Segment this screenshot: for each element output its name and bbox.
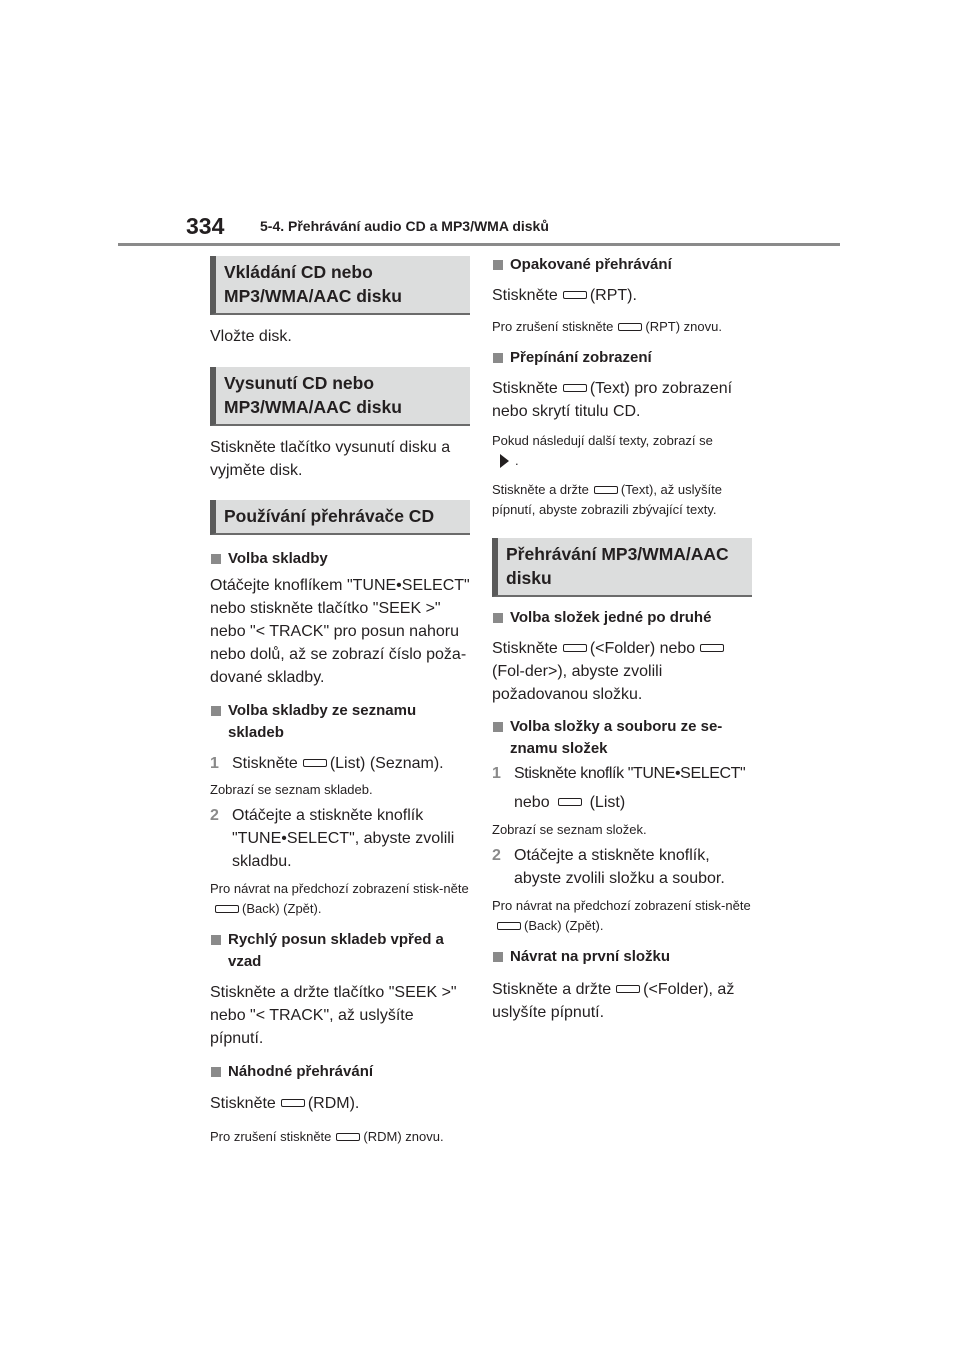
- note-track-list: Zobrazí se seznam skladeb.: [210, 782, 373, 797]
- paragraph-track-select: Otáčejte knoflíkem "TUNE•SELECT" nebo stiskněte tlačítko "SEEK >" nebo "< TRACK" pro posun nahoru nebo dolů, až se zobrazí číslo poža-dované skladby.: [210, 577, 470, 686]
- step-text: nebo: [514, 794, 550, 811]
- button-icon: [558, 798, 582, 806]
- button-icon: [336, 1133, 360, 1141]
- subheading-first-folder: Návrat na první složku: [492, 946, 752, 968]
- step-text: Stiskněte: [232, 755, 298, 772]
- note-text: (RPT) znovu.: [645, 319, 722, 334]
- heading-mp3-playback: Přehrávání MP3/WMA/AAC disku: [492, 538, 752, 597]
- note-back: [492, 896, 752, 936]
- step-text: Stiskněte knoflík "TUNE•SELECT": [514, 765, 746, 782]
- arrow-right-icon: [500, 454, 509, 468]
- heading-eject-disc: Vysunutí CD nebo MP3/WMA/AAC disku: [210, 367, 470, 426]
- paragraph-text: (<Folder) nebo: [589, 640, 696, 657]
- paragraph-text: (RDM).: [307, 1095, 360, 1112]
- step-text: Otáčejte a stiskněte knoflík, abyste zvolili složku a soubor.: [514, 847, 725, 887]
- step-text: Otáčejte a stiskněte knoflík "TUNE•SELECT", abyste zvolili skladbu.: [232, 807, 455, 870]
- step-2: [210, 804, 470, 873]
- paragraph-text: Stiskněte: [492, 380, 558, 397]
- note-text: Pro zrušení stiskněte: [492, 319, 614, 334]
- note-more-text: [492, 431, 752, 471]
- step-1: [492, 762, 752, 785]
- step-2: [492, 844, 752, 890]
- note-text: .: [515, 453, 519, 468]
- paragraph-eject: Stiskněte tlačítko vysunutí disku a vyjměte disk.: [210, 439, 451, 479]
- note-text: (Back) (Zpět).: [524, 918, 604, 933]
- step-number: 1: [210, 755, 219, 772]
- heading-cd-player: Používání přehrávače CD: [210, 500, 470, 535]
- subheading-fast-seek: Rychlý posun skladeb vpřed a vzad: [210, 929, 470, 973]
- chapter-title: 5-4. Přehrávání audio CD a MP3/WMA disků: [260, 218, 549, 234]
- paragraph-fast-seek: Stiskněte a držte tlačítko "SEEK >" nebo "< TRACK", až uslyšíte pípnutí.: [210, 984, 457, 1047]
- paragraph-text: (RPT).: [589, 287, 637, 304]
- paragraph-text: Stiskněte: [492, 640, 558, 657]
- button-icon: [618, 323, 642, 331]
- subheading-track-list: Volba skladby ze seznamu skladeb: [210, 700, 470, 744]
- button-icon: [563, 644, 587, 652]
- paragraph-random: [210, 1092, 470, 1115]
- right-column: [492, 254, 752, 1024]
- subheading-repeat: Opakované přehrávání: [492, 254, 752, 276]
- note-text: (RDM) znovu.: [363, 1129, 444, 1144]
- left-column: [210, 256, 470, 1147]
- note-text: (Back) (Zpět).: [242, 901, 322, 916]
- subheading-display: Přepínání zobrazení: [492, 347, 752, 369]
- paragraph-text: (Text) pro zobrazení nebo skrytí titulu CD.: [492, 380, 733, 420]
- note-text: Pro návrat na předchozí zobrazení stisk-něte: [492, 898, 751, 913]
- note-text: (Text), až uslyšíte pípnutí, abyste zobrazili zbývající texty.: [492, 482, 722, 517]
- subheading-folder-list: Volba složky a souboru ze se-znamu složek: [492, 716, 752, 760]
- button-icon: [303, 759, 327, 767]
- paragraph-text: Stiskněte: [492, 287, 558, 304]
- step-number: 2: [210, 807, 219, 824]
- heading-insert-disc: Vkládání CD nebo MP3/WMA/AAC disku: [210, 256, 470, 315]
- note-back: [210, 879, 470, 919]
- subheading-random: Náhodné přehrávání: [210, 1061, 470, 1083]
- button-icon: [281, 1099, 305, 1107]
- paragraph-text: (<Folder), až uslyšíte pípnutí.: [492, 981, 735, 1021]
- paragraph-repeat: [492, 284, 752, 307]
- paragraph-text: Stiskněte: [210, 1095, 276, 1112]
- paragraph-text: (Fol-der>), abyste zvolili požadovanou složku.: [492, 663, 663, 703]
- note-text: Stiskněte a držte: [492, 482, 589, 497]
- step-text: (List) (Seznam).: [329, 755, 444, 772]
- button-icon: [563, 384, 587, 392]
- paragraph-insert: Vložte disk.: [210, 328, 292, 345]
- button-icon: [594, 486, 618, 494]
- note-text: Pokud následují další texty, zobrazí se: [492, 433, 713, 448]
- button-icon: [563, 291, 587, 299]
- paragraph-text: Stiskněte a držte: [492, 981, 612, 998]
- note-folder-list: Zobrazí se seznam složek.: [492, 822, 647, 837]
- step-text: (List): [589, 794, 626, 811]
- button-icon: [215, 905, 239, 913]
- note-text: Pro návrat na předchozí zobrazení stisk-něte: [210, 881, 469, 896]
- page-number: 334: [186, 213, 225, 239]
- note-repeat: [492, 317, 752, 337]
- paragraph-display: [492, 377, 752, 423]
- note-random: [210, 1127, 470, 1147]
- note-text: Pro zrušení stiskněte: [210, 1129, 332, 1144]
- button-icon: [497, 922, 521, 930]
- header-rule: [118, 243, 840, 246]
- note-remaining-text: [492, 480, 752, 520]
- paragraph-folder-select: [492, 637, 752, 706]
- subheading-folder-select: Volba složek jedné po druhé: [492, 607, 752, 629]
- step-number: 1: [492, 765, 501, 782]
- paragraph-first-folder: [492, 978, 752, 1024]
- step-number: 2: [492, 847, 501, 864]
- subheading-track-select: Volba skladby: [210, 548, 470, 570]
- step-1-continued: [492, 791, 752, 814]
- button-icon: [616, 985, 640, 993]
- step-1: [210, 752, 470, 775]
- button-icon: [700, 644, 724, 652]
